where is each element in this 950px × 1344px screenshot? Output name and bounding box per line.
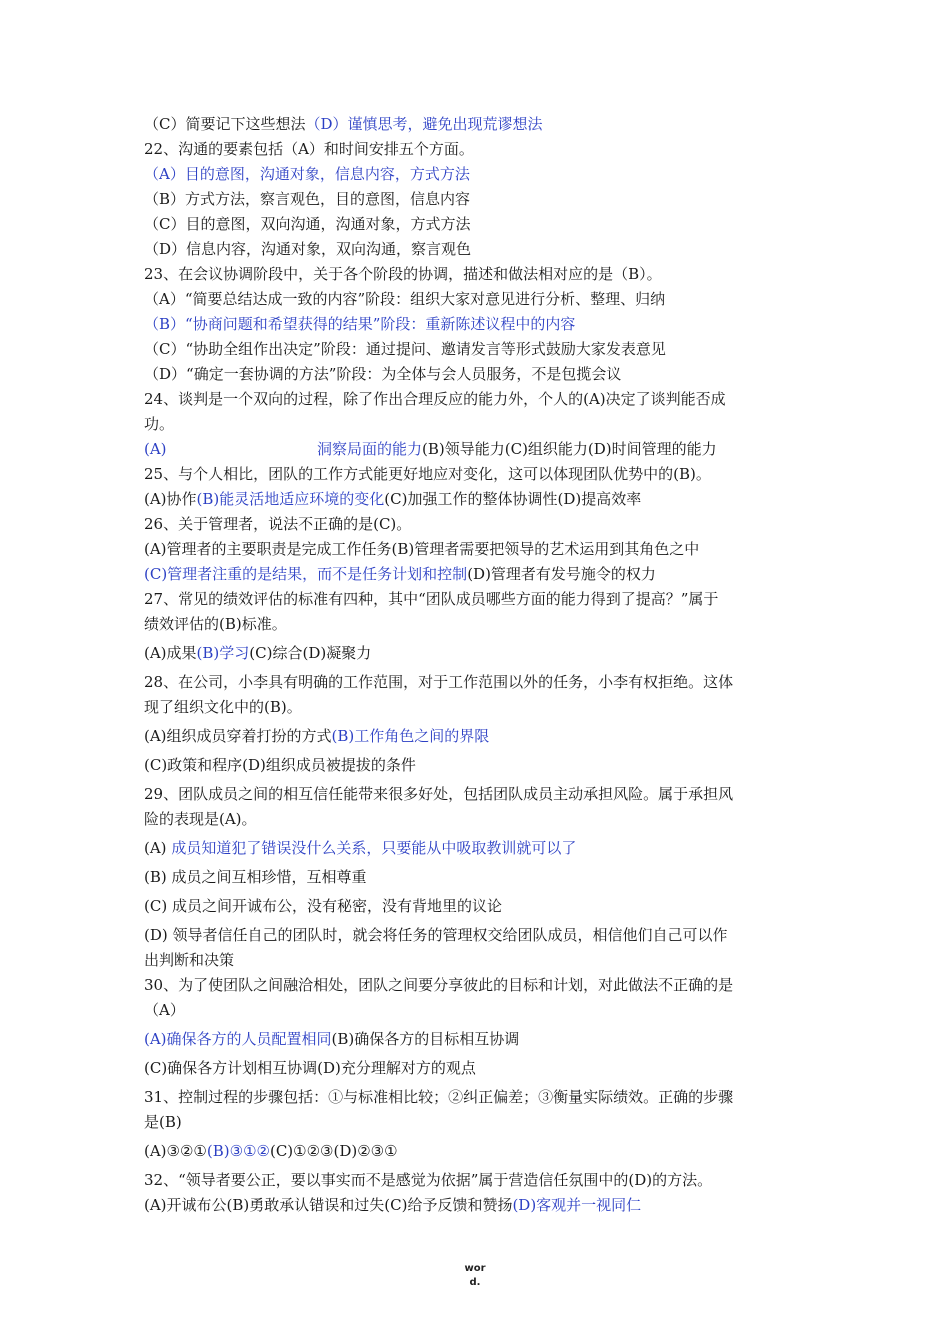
page-footer xyxy=(0,1262,950,1290)
text-line: （A）“简要总结达成一致的内容”阶段：组织大家对意见进行分析、整理、归纳 xyxy=(144,290,666,308)
text-line: 32、“领导者要公正，要以事实而不是感觉为依据”属于营造信任氛围中的(D)的方法。 xyxy=(144,1171,713,1189)
text-line: 险的表现是(A)。 xyxy=(144,810,257,828)
text-line: （C）目的意图，双向沟通，沟通对象，方式方法 xyxy=(144,215,471,233)
text-segment: (A)成果 xyxy=(144,644,197,662)
answer-text: (B)③①② xyxy=(206,1142,270,1160)
text-line: （D）“确定一套协调的方法”阶段：为全体与会人员服务，不是包揽会议 xyxy=(144,365,622,383)
text-segment: (A)开诚布公(B)勇敢承认错误和过失(C)给予反馈和赞扬 xyxy=(144,1196,513,1214)
text-line xyxy=(144,1193,809,1218)
text-line: 28、在公司，小李具有明确的工作范围，对于工作范围以外的任务，小李有权拒绝。这体 xyxy=(144,673,734,691)
text-line: （A） xyxy=(144,1001,185,1019)
text-line: 22、沟通的要素包括（A）和时间安排五个方面。 xyxy=(144,140,474,158)
text-segment: (C)综合(D)凝聚力 xyxy=(249,644,372,662)
text-line xyxy=(144,1027,809,1052)
text-line xyxy=(144,724,809,749)
text-line: （C）“协助全组作出决定”阶段：通过提问、邀请发言等形式鼓励大家发表意见 xyxy=(144,340,666,358)
text-line: (D) 领导者信任自己的团队时，就会将任务的管理权交给团队成员，相信他们自己可以作 xyxy=(144,926,728,944)
text-line: 24、谈判是一个双向的过程，除了作出合理反应的能力外，个人的(A)决定了谈判能否成 xyxy=(144,390,726,408)
text-segment: (A)组织成员穿着打扮的方式 xyxy=(144,727,332,745)
answer-text: (A)确保各方的人员配置相同 xyxy=(144,1030,332,1048)
answer-text: (B)学习 xyxy=(196,644,250,662)
text-line: (C)政策和程序(D)组织成员被提拔的条件 xyxy=(144,756,416,774)
text-line xyxy=(144,836,809,861)
document-body xyxy=(144,112,809,1218)
answer-line: （A）目的意图，沟通对象，信息内容，方式方法 xyxy=(144,165,470,183)
text-segment: (B)领导能力(C)组织能力(D)时间管理的能力 xyxy=(422,440,717,458)
text-segment: (C)加强工作的整体协调性(D)提高效率 xyxy=(384,490,642,508)
footer-line-1: wor xyxy=(464,1263,486,1274)
text-segment: (A)协作 xyxy=(144,490,197,508)
answer-text: (B)工作角色之间的界限 xyxy=(331,727,490,745)
text-line: 27、常见的绩效评估的标准有四种，其中“团队成员哪些方面的能力得到了提高？”属于 xyxy=(144,590,719,608)
text-segment: (D)管理者有发号施令的权力 xyxy=(467,565,656,583)
answer-text: (D)客观并一视同仁 xyxy=(512,1196,642,1214)
text-line: 绩效评估的(B)标准。 xyxy=(144,615,287,633)
text-line xyxy=(144,112,809,137)
text-line: (B) 成员之间互相珍惜，互相尊重 xyxy=(144,868,367,886)
text-segment: (C)①②③(D)②③① xyxy=(269,1142,398,1160)
text-line: 是(B) xyxy=(144,1113,182,1131)
text-line: （D）信息内容，沟通对象，双向沟通，察言观色 xyxy=(144,240,472,258)
text-line: 26、关于管理者，说法不正确的是(C)。 xyxy=(144,515,412,533)
footer-line-2: d. xyxy=(469,1277,481,1288)
answer-text: 洞察局面的能力 xyxy=(317,440,423,458)
answer-text: （D）谨慎思考，避免出现荒谬想法 xyxy=(305,115,543,133)
answer-text: 成员知道犯了错误没什么关系，只要能从中吸取教训就可以了 xyxy=(171,839,577,857)
answer-text: (C)管理者注重的是结果，而不是任务计划和控制 xyxy=(144,565,468,583)
text-line xyxy=(144,641,809,666)
text-line: 25、与个人相比，团队的工作方式能更好地应对变化，这可以体现团队优势中的(B)。 xyxy=(144,465,711,483)
text-line: 现了组织文化中的(B)。 xyxy=(144,698,302,716)
text-line: 30、为了使团队之间融洽相处，团队之间要分享彼此的目标和计划，对此做法不正确的是 xyxy=(144,976,734,994)
answer-line: （B）“协商问题和希望获得的结果”阶段：重新陈述议程中的内容 xyxy=(144,315,576,333)
text-line: 29、团队成员之间的相互信任能带来很多好处，包括团队成员主动承担风险。属于承担风 xyxy=(144,785,734,803)
text-line: （B）方式方法，察言观色，目的意图，信息内容 xyxy=(144,190,471,208)
text-segment: (B)确保各方的目标相互协调 xyxy=(331,1030,520,1048)
text-line xyxy=(144,562,809,587)
text-line xyxy=(144,487,809,512)
text-line: (C)确保各方计划相互协调(D)充分理解对方的观点 xyxy=(144,1059,476,1077)
text-line: 31、控制过程的步骤包括：①与标准相比较；②纠正偏差；③衡量实际绩效。正确的步骤 xyxy=(144,1088,734,1106)
text-line: (A)管理者的主要职责是完成工作任务(B)管理者需要把领导的艺术运用到其角色之中 xyxy=(144,540,700,558)
answer-text: (B)能灵活地适应环境的变化 xyxy=(196,490,385,508)
text-line xyxy=(144,437,809,462)
text-line: (C) 成员之间开诚布公，没有秘密，没有背地里的议论 xyxy=(144,897,502,915)
text-line: 23、在会议协调阶段中，关于各个阶段的协调，描述和做法相对应的是（B）。 xyxy=(144,265,662,283)
text-line xyxy=(144,1139,809,1164)
text-line: 功。 xyxy=(144,415,175,433)
text-segment: (A) xyxy=(144,839,172,857)
text-line: 出判断和决策 xyxy=(144,951,235,969)
text-segment: （C）简要记下这些想法 xyxy=(144,115,306,133)
text-segment: (A)③②① xyxy=(144,1142,207,1160)
answer-text: (A) xyxy=(144,440,167,458)
